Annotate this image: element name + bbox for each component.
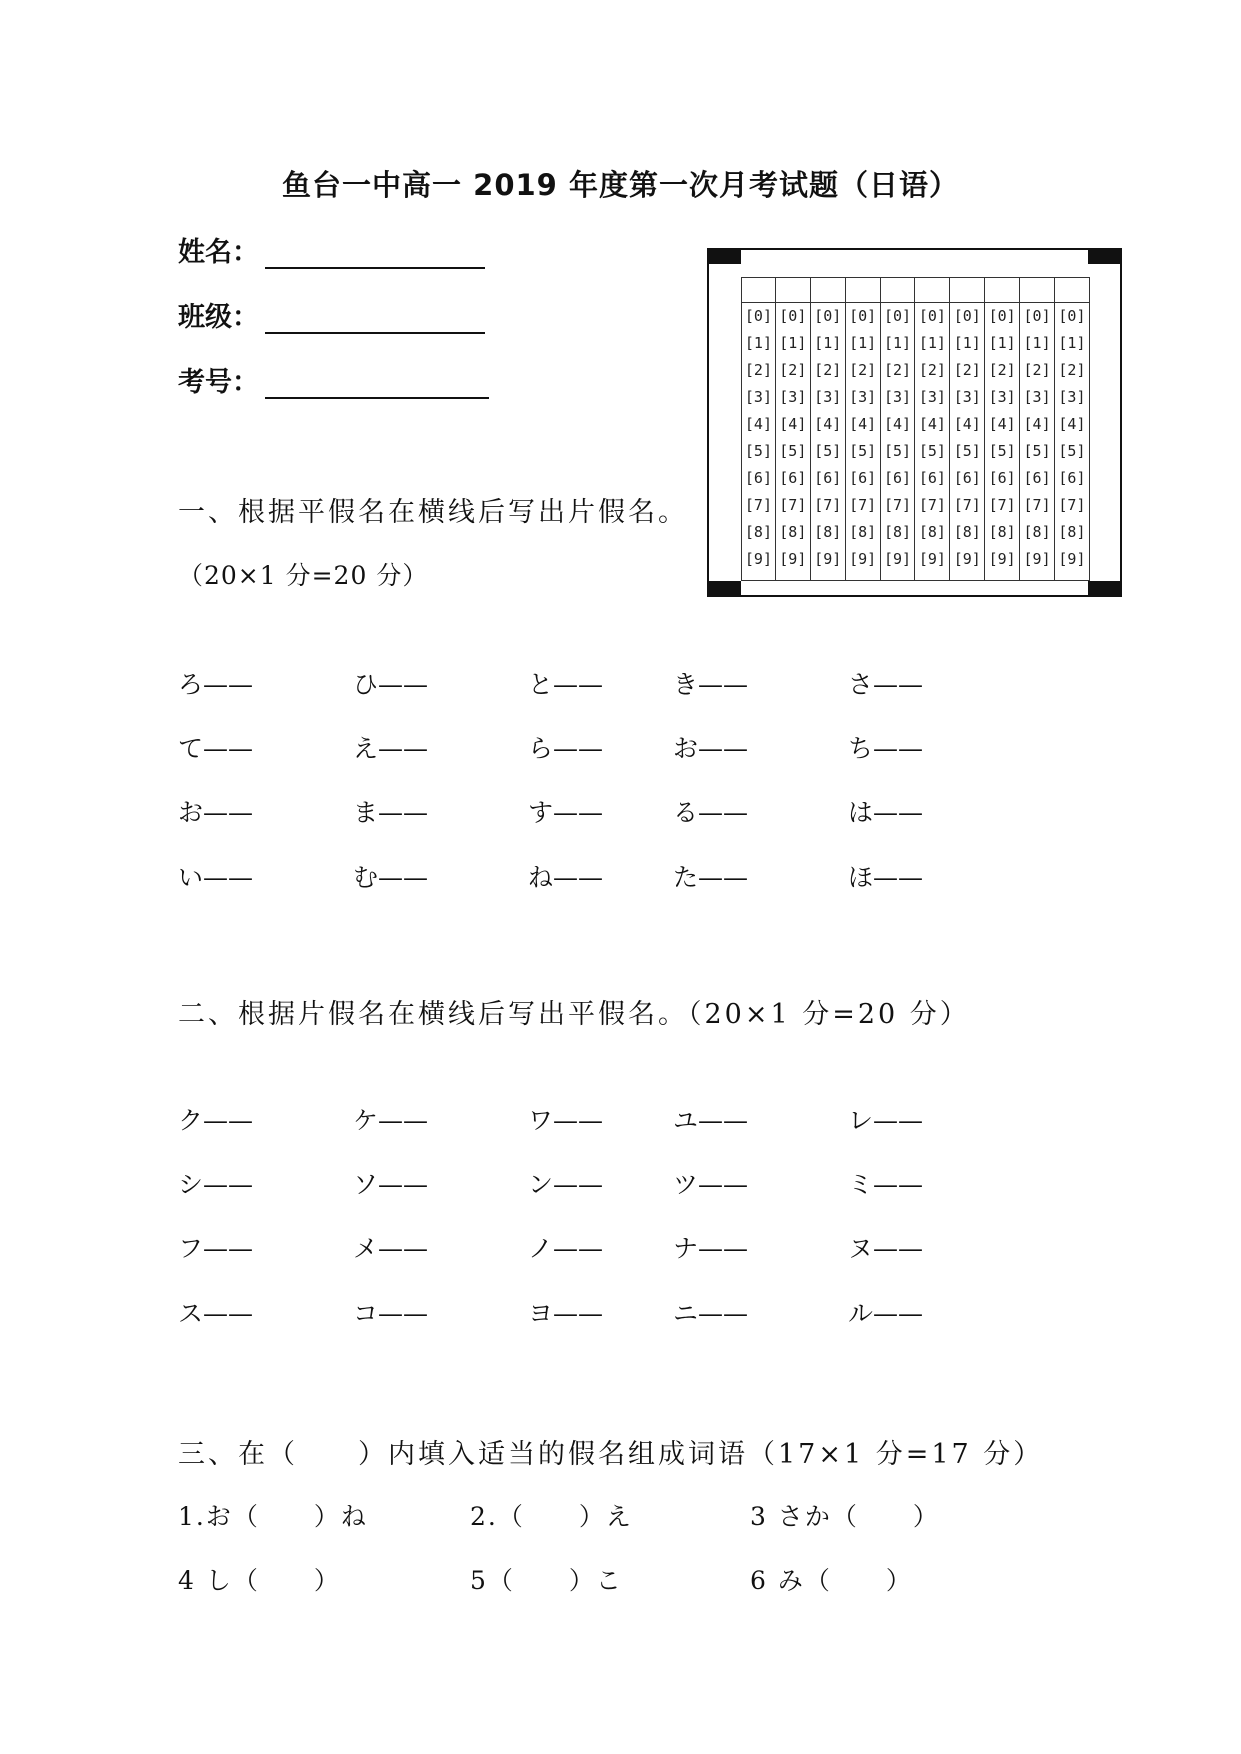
digit-write-box[interactable] xyxy=(950,278,984,303)
kana-item[interactable]: え—— xyxy=(353,734,429,763)
digit-bubble[interactable]: [2] xyxy=(953,361,981,379)
digit-bubble[interactable]: [3] xyxy=(849,388,877,406)
kana-item[interactable]: ク—— xyxy=(178,1106,254,1135)
digit-bubble[interactable]: [0] xyxy=(849,307,877,325)
kana-item[interactable]: ワ—— xyxy=(528,1106,604,1135)
fill-in-item[interactable]: 4 し（ ） xyxy=(178,1566,341,1595)
digit-bubble[interactable]: [4] xyxy=(849,415,877,433)
kana-item[interactable]: お—— xyxy=(673,734,749,763)
digit-bubble[interactable]: [7] xyxy=(814,496,842,514)
digit-bubble[interactable]: [6] xyxy=(918,469,946,487)
corner-mark xyxy=(1088,250,1120,264)
corner-mark xyxy=(1088,581,1120,595)
kana-row xyxy=(178,665,1078,705)
kana-item[interactable]: ね—— xyxy=(528,863,604,892)
corner-mark xyxy=(709,581,741,595)
digit-bubble[interactable]: [2] xyxy=(1058,361,1086,379)
digit-bubble[interactable]: [0] xyxy=(1023,307,1051,325)
digit-bubble[interactable]: [4] xyxy=(988,415,1016,433)
digit-write-box[interactable] xyxy=(811,278,845,303)
kana-item[interactable]: ニ—— xyxy=(673,1299,749,1328)
digit-bubble[interactable]: [7] xyxy=(953,496,981,514)
digit-bubble[interactable]: [4] xyxy=(744,415,772,433)
digit-bubble[interactable]: [3] xyxy=(953,388,981,406)
digit-bubble[interactable]: [4] xyxy=(1023,415,1051,433)
digit-bubble[interactable]: [1] xyxy=(1058,334,1086,352)
digit-bubble[interactable]: [0] xyxy=(988,307,1016,325)
digit-bubble[interactable]: [5] xyxy=(883,442,912,460)
digit-column xyxy=(741,277,776,581)
digit-bubble[interactable]: [2] xyxy=(883,361,912,379)
digit-bubble[interactable]: [1] xyxy=(988,334,1016,352)
digit-bubble[interactable]: [0] xyxy=(918,307,946,325)
digit-column xyxy=(811,277,846,581)
digit-bubble[interactable]: [1] xyxy=(953,334,981,352)
digit-write-box[interactable] xyxy=(846,278,880,303)
digit-bubble[interactable]: [4] xyxy=(918,415,946,433)
class-field xyxy=(178,295,485,334)
kana-item[interactable]: ほ—— xyxy=(848,863,924,892)
section3-heading: 三、在（ ）内填入适当的假名组成词语（17×1 分=17 分） xyxy=(178,1439,1044,1470)
kana-item[interactable]: ソ—— xyxy=(353,1170,429,1199)
digit-bubble[interactable]: [7] xyxy=(988,496,1016,514)
kana-item[interactable]: シ—— xyxy=(178,1170,254,1199)
digit-bubble[interactable]: [2] xyxy=(918,361,946,379)
digit-bubble[interactable]: [4] xyxy=(814,415,842,433)
kana-item[interactable]: る—— xyxy=(673,798,749,827)
kana-row xyxy=(178,1294,1078,1334)
kana-item[interactable]: さ—— xyxy=(848,670,924,699)
digit-bubble[interactable]: [5] xyxy=(988,442,1016,460)
class-blank[interactable] xyxy=(265,304,485,334)
digit-bubble[interactable]: [3] xyxy=(814,388,842,406)
digit-bubble[interactable]: [6] xyxy=(988,469,1016,487)
digit-bubble[interactable]: [6] xyxy=(814,469,842,487)
digit-bubble[interactable]: [3] xyxy=(1023,388,1051,406)
kana-item[interactable]: ケ—— xyxy=(353,1106,429,1135)
digit-bubble[interactable]: [6] xyxy=(1023,469,1051,487)
kana-item[interactable]: き—— xyxy=(673,670,749,699)
kana-item[interactable]: む—— xyxy=(353,863,429,892)
digit-bubble[interactable]: [6] xyxy=(779,469,807,487)
digit-write-box[interactable] xyxy=(776,278,810,303)
digit-bubble[interactable]: [3] xyxy=(779,388,807,406)
kana-item[interactable]: ン—— xyxy=(528,1170,604,1199)
page-title: 鱼台一中高一 2019 年度第一次月考试题（日语） xyxy=(282,168,959,202)
digit-bubble[interactable]: [3] xyxy=(1058,388,1086,406)
kana-item[interactable]: ひ—— xyxy=(353,670,429,699)
kana-item[interactable]: ろ—— xyxy=(178,670,254,699)
digit-bubble[interactable]: [9] xyxy=(1058,550,1086,568)
digit-bubble[interactable]: [9] xyxy=(953,550,981,568)
digit-column xyxy=(1020,277,1055,581)
digit-bubble[interactable]: [8] xyxy=(849,523,877,541)
digit-bubble[interactable]: [9] xyxy=(883,550,912,568)
digit-column xyxy=(985,277,1020,581)
digit-bubble[interactable]: [3] xyxy=(988,388,1016,406)
digit-column xyxy=(915,277,950,581)
corner-mark xyxy=(709,250,741,264)
digit-bubble[interactable]: [3] xyxy=(883,388,912,406)
kana-item[interactable]: ス—— xyxy=(178,1299,254,1328)
kana-row xyxy=(178,729,1078,769)
digit-bubble[interactable]: [1] xyxy=(814,334,842,352)
kana-item[interactable]: と—— xyxy=(528,670,604,699)
digit-bubble[interactable]: [5] xyxy=(918,442,946,460)
section1-score: （20×1 分=20 分） xyxy=(178,561,429,590)
digit-bubble[interactable]: [0] xyxy=(953,307,981,325)
digit-bubble[interactable]: [1] xyxy=(744,334,772,352)
digit-bubble[interactable]: [8] xyxy=(1023,523,1051,541)
digit-bubble[interactable]: [3] xyxy=(744,388,772,406)
kana-item[interactable]: メ—— xyxy=(353,1234,429,1263)
digit-bubble[interactable]: [8] xyxy=(988,523,1016,541)
kana-item[interactable]: ツ—— xyxy=(673,1170,749,1199)
digit-write-box[interactable] xyxy=(915,278,949,303)
digit-bubble[interactable]: [9] xyxy=(849,550,877,568)
digit-bubble[interactable]: [5] xyxy=(779,442,807,460)
name-blank[interactable] xyxy=(265,239,485,269)
fill-in-item[interactable]: 2.（ ）え xyxy=(470,1502,633,1531)
digit-column xyxy=(1055,277,1090,581)
digit-bubble[interactable]: [0] xyxy=(814,307,842,325)
digit-bubble[interactable]: [5] xyxy=(849,442,877,460)
kana-item[interactable]: ま—— xyxy=(353,798,429,827)
digit-bubble[interactable]: [2] xyxy=(779,361,807,379)
digit-bubble[interactable]: [6] xyxy=(953,469,981,487)
exam-number-answer-sheet xyxy=(707,248,1122,597)
kana-row xyxy=(178,1229,1078,1269)
kana-item[interactable]: は—— xyxy=(848,798,924,827)
digit-bubble[interactable]: [2] xyxy=(744,361,772,379)
digit-bubble[interactable]: [8] xyxy=(779,523,807,541)
digit-write-box[interactable] xyxy=(985,278,1019,303)
digit-bubble[interactable]: [8] xyxy=(883,523,912,541)
digit-bubble[interactable]: [9] xyxy=(1023,550,1051,568)
exam-number-label: 考号： xyxy=(178,367,259,398)
kana-item[interactable]: た—— xyxy=(673,863,749,892)
digit-write-box[interactable] xyxy=(742,278,775,303)
digit-bubble[interactable]: [7] xyxy=(849,496,877,514)
kana-item[interactable]: て—— xyxy=(178,734,254,763)
digit-bubble[interactable]: [2] xyxy=(1023,361,1051,379)
digit-bubble[interactable]: [9] xyxy=(744,550,772,568)
digit-bubble[interactable]: [5] xyxy=(953,442,981,460)
name-label: 姓名： xyxy=(178,237,259,268)
kana-item[interactable]: ノ—— xyxy=(528,1234,604,1263)
digit-bubble[interactable]: [7] xyxy=(779,496,807,514)
digit-bubble[interactable]: [1] xyxy=(849,334,877,352)
kana-item[interactable]: お—— xyxy=(178,798,254,827)
section2-heading: 二、根据片假名在横线后写出平假名。（20×1 分=20 分） xyxy=(178,999,970,1030)
digit-bubble[interactable]: [0] xyxy=(779,307,807,325)
digit-write-box[interactable] xyxy=(1020,278,1054,303)
digit-column xyxy=(881,277,916,581)
digit-bubble[interactable]: [1] xyxy=(779,334,807,352)
fill-in-item[interactable]: 3 さか（ ） xyxy=(750,1502,940,1531)
kana-row xyxy=(178,858,1078,898)
digit-bubble[interactable]: [1] xyxy=(918,334,946,352)
digit-bubble[interactable]: [5] xyxy=(1023,442,1051,460)
digit-bubble[interactable]: [5] xyxy=(744,442,772,460)
kana-item[interactable]: ユ—— xyxy=(673,1106,749,1135)
digit-bubble[interactable]: [8] xyxy=(744,523,772,541)
digit-bubble[interactable]: [6] xyxy=(1058,469,1086,487)
digit-bubble[interactable]: [7] xyxy=(1058,496,1086,514)
section1-heading: 一、根据平假名在横线后写出片假名。 xyxy=(178,497,688,528)
kana-item[interactable]: す—— xyxy=(528,798,604,827)
digit-bubble[interactable]: [1] xyxy=(1023,334,1051,352)
digit-bubble-grid xyxy=(741,277,1090,581)
digit-bubble[interactable]: [7] xyxy=(918,496,946,514)
digit-bubble[interactable]: [1] xyxy=(883,334,912,352)
name-field xyxy=(178,230,485,269)
kana-item[interactable]: ミ—— xyxy=(848,1170,924,1199)
digit-bubble[interactable]: [6] xyxy=(883,469,912,487)
digit-write-box[interactable] xyxy=(881,278,915,303)
digit-bubble[interactable]: [8] xyxy=(953,523,981,541)
digit-bubble[interactable]: [0] xyxy=(883,307,912,325)
kana-item[interactable]: い—— xyxy=(178,863,254,892)
digit-bubble[interactable]: [6] xyxy=(849,469,877,487)
digit-bubble[interactable]: [3] xyxy=(918,388,946,406)
digit-bubble[interactable]: [0] xyxy=(744,307,772,325)
digit-bubble[interactable]: [9] xyxy=(988,550,1016,568)
kana-item[interactable]: ナ—— xyxy=(673,1234,749,1263)
digit-bubble[interactable]: [4] xyxy=(1058,415,1086,433)
digit-bubble[interactable]: [5] xyxy=(814,442,842,460)
digit-bubble[interactable]: [6] xyxy=(744,469,772,487)
digit-write-box[interactable] xyxy=(1055,278,1089,303)
kana-item[interactable]: ル—— xyxy=(848,1299,924,1328)
kana-row xyxy=(178,793,1078,833)
digit-bubble[interactable]: [9] xyxy=(779,550,807,568)
kana-item[interactable]: ヌ—— xyxy=(848,1234,924,1263)
digit-bubble[interactable]: [2] xyxy=(988,361,1016,379)
fill-in-item[interactable]: 6 み（ ） xyxy=(750,1566,913,1595)
kana-row xyxy=(178,1101,1078,1141)
digit-bubble[interactable]: [7] xyxy=(744,496,772,514)
digit-column xyxy=(846,277,881,581)
fill-in-item[interactable]: 5（ ）こ xyxy=(470,1566,623,1595)
digit-bubble[interactable]: [9] xyxy=(814,550,842,568)
kana-item[interactable]: コ—— xyxy=(353,1299,429,1328)
digit-column xyxy=(776,277,811,581)
digit-bubble[interactable]: [4] xyxy=(883,415,912,433)
digit-bubble[interactable]: [8] xyxy=(1058,523,1086,541)
digit-bubble[interactable]: [5] xyxy=(1058,442,1086,460)
kana-item[interactable]: ら—— xyxy=(528,734,604,763)
digit-bubble[interactable]: [0] xyxy=(1058,307,1086,325)
kana-item[interactable]: ヨ—— xyxy=(528,1299,604,1328)
class-label: 班级： xyxy=(178,302,259,333)
digit-bubble[interactable]: [2] xyxy=(814,361,842,379)
digit-bubble[interactable]: [2] xyxy=(849,361,877,379)
digit-bubble[interactable]: [4] xyxy=(953,415,981,433)
kana-item[interactable]: レ—— xyxy=(848,1106,924,1135)
digit-column xyxy=(950,277,985,581)
digit-bubble[interactable]: [8] xyxy=(814,523,842,541)
exam-number-blank[interactable] xyxy=(265,369,489,399)
digit-bubble[interactable]: [7] xyxy=(1023,496,1051,514)
exam-number-field xyxy=(178,360,489,399)
digit-bubble[interactable]: [4] xyxy=(779,415,807,433)
digit-bubble[interactable]: [9] xyxy=(918,550,946,568)
kana-item[interactable]: ち—— xyxy=(848,734,924,763)
kana-row xyxy=(178,1165,1078,1205)
digit-bubble[interactable]: [7] xyxy=(883,496,912,514)
kana-item[interactable]: フ—— xyxy=(178,1234,254,1263)
fill-in-item[interactable]: 1.お（ ）ね xyxy=(178,1502,368,1531)
digit-bubble[interactable]: [8] xyxy=(918,523,946,541)
